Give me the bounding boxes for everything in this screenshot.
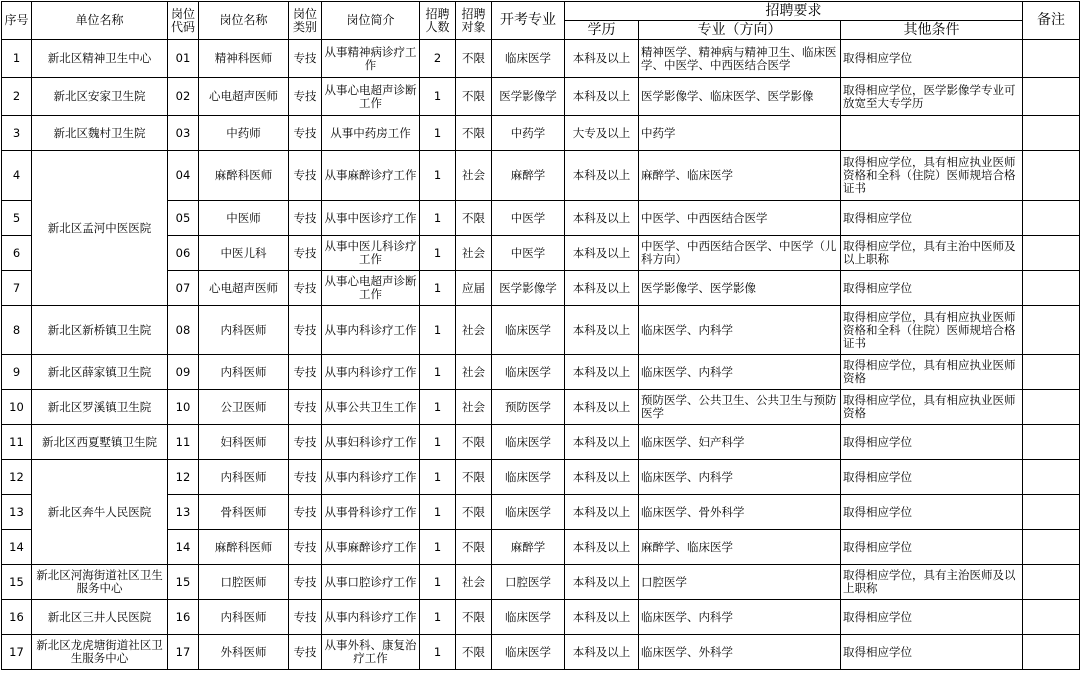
remark-cell [1023, 355, 1080, 390]
remark-cell [1023, 306, 1080, 355]
unit-cell: 新北区安家卫生院 [32, 78, 168, 116]
table-body [2, 40, 1080, 670]
header-seq: 序号 [2, 2, 32, 40]
education-cell: 本科及以上 [565, 236, 639, 271]
header-post-type: 岗位类别 [289, 2, 322, 40]
post-desc-cell: 从事妇科诊疗工作 [322, 425, 420, 460]
post-name-cell: 麻醉科医师 [199, 151, 289, 201]
target-cell: 不限 [456, 460, 492, 495]
exam-major-cell: 口腔医学 [492, 565, 565, 600]
target-cell: 社会 [456, 236, 492, 271]
target-cell: 社会 [456, 355, 492, 390]
seq-cell: 17 [2, 635, 32, 670]
count-cell: 1 [420, 116, 456, 151]
major-cell: 临床医学、内科学 [639, 306, 841, 355]
post-desc-cell: 从事外科、康复治疗工作 [322, 635, 420, 670]
education-cell: 本科及以上 [565, 635, 639, 670]
post-name-cell: 麻醉科医师 [199, 530, 289, 565]
post-desc-cell: 从事心电超声诊断工作 [322, 78, 420, 116]
post-type-cell: 专技 [289, 40, 322, 78]
post-desc-cell: 从事口腔诊疗工作 [322, 565, 420, 600]
unit-cell: 新北区孟河中医医院 [32, 151, 168, 306]
target-cell: 不限 [456, 40, 492, 78]
post-name-cell: 内科医师 [199, 600, 289, 635]
post-type-cell: 专技 [289, 201, 322, 236]
target-cell: 应届 [456, 271, 492, 306]
post-type-cell: 专技 [289, 495, 322, 530]
table-row [2, 78, 1080, 116]
count-cell: 1 [420, 78, 456, 116]
education-cell: 本科及以上 [565, 425, 639, 460]
other-cell: 取得相应学位 [841, 460, 1023, 495]
education-cell: 本科及以上 [565, 201, 639, 236]
other-cell: 取得相应学位，具有相应执业医师资格 [841, 355, 1023, 390]
seq-cell: 4 [2, 151, 32, 201]
count-cell: 1 [420, 565, 456, 600]
seq-cell: 5 [2, 201, 32, 236]
seq-cell: 3 [2, 116, 32, 151]
remark-cell [1023, 201, 1080, 236]
other-cell: 取得相应学位 [841, 495, 1023, 530]
exam-major-cell: 临床医学 [492, 495, 565, 530]
seq-cell: 7 [2, 271, 32, 306]
remark-cell [1023, 40, 1080, 78]
post-name-cell: 内科医师 [199, 306, 289, 355]
target-cell: 不限 [456, 635, 492, 670]
post-name-cell: 内科医师 [199, 460, 289, 495]
post-code-cell: 09 [168, 355, 199, 390]
table-row [2, 306, 1080, 355]
major-cell: 医学影像学、医学影像 [639, 271, 841, 306]
post-desc-cell: 从事麻醉诊疗工作 [322, 151, 420, 201]
post-code-cell: 06 [168, 236, 199, 271]
count-cell: 1 [420, 600, 456, 635]
seq-cell: 1 [2, 40, 32, 78]
post-desc-cell: 从事内科诊疗工作 [322, 460, 420, 495]
count-cell: 1 [420, 306, 456, 355]
seq-cell: 10 [2, 390, 32, 425]
exam-major-cell: 中药学 [492, 116, 565, 151]
exam-major-cell: 临床医学 [492, 425, 565, 460]
other-cell: 取得相应学位 [841, 530, 1023, 565]
header-target: 招聘对象 [456, 2, 492, 40]
seq-cell: 13 [2, 495, 32, 530]
other-cell: 取得相应学位，医学影像学专业可放宽至大专学历 [841, 78, 1023, 116]
education-cell: 本科及以上 [565, 390, 639, 425]
post-type-cell: 专技 [289, 271, 322, 306]
post-code-cell: 16 [168, 600, 199, 635]
post-name-cell: 中医师 [199, 201, 289, 236]
unit-cell: 新北区西夏墅镇卫生院 [32, 425, 168, 460]
exam-major-cell: 中医学 [492, 201, 565, 236]
education-cell: 本科及以上 [565, 495, 639, 530]
post-type-cell: 专技 [289, 425, 322, 460]
major-cell: 中医学、中西医结合医学 [639, 201, 841, 236]
exam-major-cell: 医学影像学 [492, 271, 565, 306]
education-cell: 本科及以上 [565, 151, 639, 201]
seq-cell: 11 [2, 425, 32, 460]
post-desc-cell: 从事中医诊疗工作 [322, 201, 420, 236]
post-code-cell: 02 [168, 78, 199, 116]
post-code-cell: 05 [168, 201, 199, 236]
other-cell: 取得相应学位，具有主治中医师及以上职称 [841, 236, 1023, 271]
target-cell: 不限 [456, 116, 492, 151]
count-cell: 1 [420, 460, 456, 495]
exam-major-cell: 中医学 [492, 236, 565, 271]
major-cell: 中医学、中西医结合医学、中医学（儿科方向） [639, 236, 841, 271]
post-desc-cell: 从事内科诊疗工作 [322, 306, 420, 355]
remark-cell [1023, 271, 1080, 306]
post-desc-cell: 从事公共卫生工作 [322, 390, 420, 425]
unit-cell: 新北区河海街道社区卫生服务中心 [32, 565, 168, 600]
major-cell: 临床医学、内科学 [639, 355, 841, 390]
remark-cell [1023, 390, 1080, 425]
unit-cell: 新北区魏村卫生院 [32, 116, 168, 151]
major-cell: 医学影像学、临床医学、医学影像 [639, 78, 841, 116]
major-cell: 临床医学、内科学 [639, 600, 841, 635]
header-post-name: 岗位名称 [199, 2, 289, 40]
remark-cell [1023, 635, 1080, 670]
other-cell: 取得相应学位 [841, 201, 1023, 236]
post-code-cell: 03 [168, 116, 199, 151]
education-cell: 本科及以上 [565, 306, 639, 355]
post-name-cell: 中药师 [199, 116, 289, 151]
header-other: 其他条件 [841, 21, 1023, 40]
other-cell: 取得相应学位，具有相应执业医师资格和全科（住院）医师规培合格证书 [841, 151, 1023, 201]
seq-cell: 15 [2, 565, 32, 600]
count-cell: 1 [420, 530, 456, 565]
remark-cell [1023, 236, 1080, 271]
education-cell: 本科及以上 [565, 355, 639, 390]
table-row [2, 635, 1080, 670]
post-code-cell: 13 [168, 495, 199, 530]
post-code-cell: 15 [168, 565, 199, 600]
seq-cell: 12 [2, 460, 32, 495]
unit-cell: 新北区精神卫生中心 [32, 40, 168, 78]
count-cell: 1 [420, 271, 456, 306]
education-cell: 大专及以上 [565, 116, 639, 151]
post-type-cell: 专技 [289, 565, 322, 600]
post-name-cell: 口腔医师 [199, 565, 289, 600]
seq-cell: 2 [2, 78, 32, 116]
post-desc-cell: 从事精神病诊疗工作 [322, 40, 420, 78]
post-name-cell: 公卫医师 [199, 390, 289, 425]
target-cell: 不限 [456, 78, 492, 116]
table-row [2, 40, 1080, 78]
major-cell: 临床医学、妇产科学 [639, 425, 841, 460]
header-exam-major: 开考专业 [492, 2, 565, 40]
other-cell [841, 116, 1023, 151]
exam-major-cell: 麻醉学 [492, 530, 565, 565]
recruitment-table [1, 1, 1080, 670]
major-cell: 麻醉学、临床医学 [639, 530, 841, 565]
unit-cell: 新北区薛家镇卫生院 [32, 355, 168, 390]
post-desc-cell: 从事骨科诊疗工作 [322, 495, 420, 530]
post-code-cell: 04 [168, 151, 199, 201]
post-code-cell: 14 [168, 530, 199, 565]
table-row [2, 600, 1080, 635]
post-code-cell: 07 [168, 271, 199, 306]
post-type-cell: 专技 [289, 635, 322, 670]
seq-cell: 16 [2, 600, 32, 635]
post-name-cell: 外科医师 [199, 635, 289, 670]
header-post-desc: 岗位简介 [322, 2, 420, 40]
post-type-cell: 专技 [289, 355, 322, 390]
other-cell: 取得相应学位 [841, 40, 1023, 78]
exam-major-cell: 临床医学 [492, 600, 565, 635]
exam-major-cell: 临床医学 [492, 40, 565, 78]
header-education: 学历 [565, 21, 639, 40]
unit-cell: 新北区三井人民医院 [32, 600, 168, 635]
exam-major-cell: 临床医学 [492, 460, 565, 495]
other-cell: 取得相应学位 [841, 635, 1023, 670]
education-cell: 本科及以上 [565, 530, 639, 565]
education-cell: 本科及以上 [565, 40, 639, 78]
major-cell: 预防医学、公共卫生、公共卫生与预防医学 [639, 390, 841, 425]
header-unit: 单位名称 [32, 2, 168, 40]
remark-cell [1023, 495, 1080, 530]
unit-cell: 新北区罗溪镇卫生院 [32, 390, 168, 425]
post-name-cell: 心电超声医师 [199, 271, 289, 306]
target-cell: 社会 [456, 390, 492, 425]
post-desc-cell: 从事心电超声诊断工作 [322, 271, 420, 306]
count-cell: 1 [420, 390, 456, 425]
education-cell: 本科及以上 [565, 78, 639, 116]
count-cell: 1 [420, 635, 456, 670]
major-cell: 麻醉学、临床医学 [639, 151, 841, 201]
major-cell: 中药学 [639, 116, 841, 151]
remark-cell [1023, 151, 1080, 201]
remark-cell [1023, 425, 1080, 460]
table-row [2, 460, 1080, 495]
remark-cell [1023, 78, 1080, 116]
post-code-cell: 12 [168, 460, 199, 495]
seq-cell: 9 [2, 355, 32, 390]
target-cell: 社会 [456, 565, 492, 600]
count-cell: 1 [420, 151, 456, 201]
other-cell: 取得相应学位，具有相应执业医师资格 [841, 390, 1023, 425]
header-post-code: 岗位代码 [168, 2, 199, 40]
count-cell: 1 [420, 201, 456, 236]
exam-major-cell: 预防医学 [492, 390, 565, 425]
post-code-cell: 17 [168, 635, 199, 670]
post-type-cell: 专技 [289, 151, 322, 201]
post-code-cell: 01 [168, 40, 199, 78]
count-cell: 1 [420, 236, 456, 271]
post-type-cell: 专技 [289, 78, 322, 116]
major-cell: 临床医学、骨外科学 [639, 495, 841, 530]
target-cell: 不限 [456, 530, 492, 565]
remark-cell [1023, 460, 1080, 495]
remark-cell [1023, 600, 1080, 635]
other-cell: 取得相应学位 [841, 600, 1023, 635]
post-name-cell: 心电超声医师 [199, 78, 289, 116]
unit-cell: 新北区龙虎塘街道社区卫生服务中心 [32, 635, 168, 670]
post-desc-cell: 从事内科诊疗工作 [322, 600, 420, 635]
education-cell: 本科及以上 [565, 271, 639, 306]
target-cell: 不限 [456, 495, 492, 530]
table-row [2, 355, 1080, 390]
exam-major-cell: 临床医学 [492, 355, 565, 390]
post-code-cell: 11 [168, 425, 199, 460]
count-cell: 1 [420, 495, 456, 530]
target-cell: 不限 [456, 600, 492, 635]
table-row [2, 151, 1080, 201]
post-desc-cell: 从事中医儿科诊疗工作 [322, 236, 420, 271]
target-cell: 不限 [456, 425, 492, 460]
table-row [2, 390, 1080, 425]
header-major: 专业（方向） [639, 21, 841, 40]
seq-cell: 8 [2, 306, 32, 355]
education-cell: 本科及以上 [565, 565, 639, 600]
other-cell: 取得相应学位 [841, 425, 1023, 460]
unit-cell: 新北区奔牛人民医院 [32, 460, 168, 565]
post-desc-cell: 从事中药房工作 [322, 116, 420, 151]
major-cell: 精神医学、精神病与精神卫生、临床医学、中医学、中西医结合医学 [639, 40, 841, 78]
target-cell: 社会 [456, 151, 492, 201]
post-type-cell: 专技 [289, 460, 322, 495]
exam-major-cell: 麻醉学 [492, 151, 565, 201]
remark-cell [1023, 565, 1080, 600]
other-cell: 取得相应学位，具有主治医师及以上职称 [841, 565, 1023, 600]
post-desc-cell: 从事麻醉诊疗工作 [322, 530, 420, 565]
post-type-cell: 专技 [289, 530, 322, 565]
exam-major-cell: 临床医学 [492, 635, 565, 670]
exam-major-cell: 临床医学 [492, 306, 565, 355]
post-name-cell: 精神科医师 [199, 40, 289, 78]
post-type-cell: 专技 [289, 236, 322, 271]
table-row [2, 116, 1080, 151]
exam-major-cell: 医学影像学 [492, 78, 565, 116]
remark-cell [1023, 116, 1080, 151]
header-count: 招聘人数 [420, 2, 456, 40]
post-type-cell: 专技 [289, 116, 322, 151]
target-cell: 不限 [456, 201, 492, 236]
post-desc-cell: 从事内科诊疗工作 [322, 355, 420, 390]
seq-cell: 14 [2, 530, 32, 565]
post-code-cell: 10 [168, 390, 199, 425]
major-cell: 口腔医学 [639, 565, 841, 600]
post-name-cell: 妇科医师 [199, 425, 289, 460]
table-row [2, 565, 1080, 600]
post-name-cell: 骨科医师 [199, 495, 289, 530]
target-cell: 社会 [456, 306, 492, 355]
count-cell: 1 [420, 425, 456, 460]
post-code-cell: 08 [168, 306, 199, 355]
post-name-cell: 内科医师 [199, 355, 289, 390]
education-cell: 本科及以上 [565, 600, 639, 635]
count-cell: 1 [420, 355, 456, 390]
education-cell: 本科及以上 [565, 460, 639, 495]
post-type-cell: 专技 [289, 306, 322, 355]
post-name-cell: 中医儿科 [199, 236, 289, 271]
post-type-cell: 专技 [289, 600, 322, 635]
remark-cell [1023, 530, 1080, 565]
post-type-cell: 专技 [289, 390, 322, 425]
major-cell: 临床医学、内科学 [639, 460, 841, 495]
header-remark: 备注 [1023, 2, 1080, 40]
other-cell: 取得相应学位，具有相应执业医师资格和全科（住院）医师规培合格证书 [841, 306, 1023, 355]
major-cell: 临床医学、外科学 [639, 635, 841, 670]
unit-cell: 新北区新桥镇卫生院 [32, 306, 168, 355]
header-requirements: 招聘要求 [565, 2, 1023, 21]
seq-cell: 6 [2, 236, 32, 271]
table-row [2, 425, 1080, 460]
other-cell: 取得相应学位 [841, 271, 1023, 306]
count-cell: 2 [420, 40, 456, 78]
